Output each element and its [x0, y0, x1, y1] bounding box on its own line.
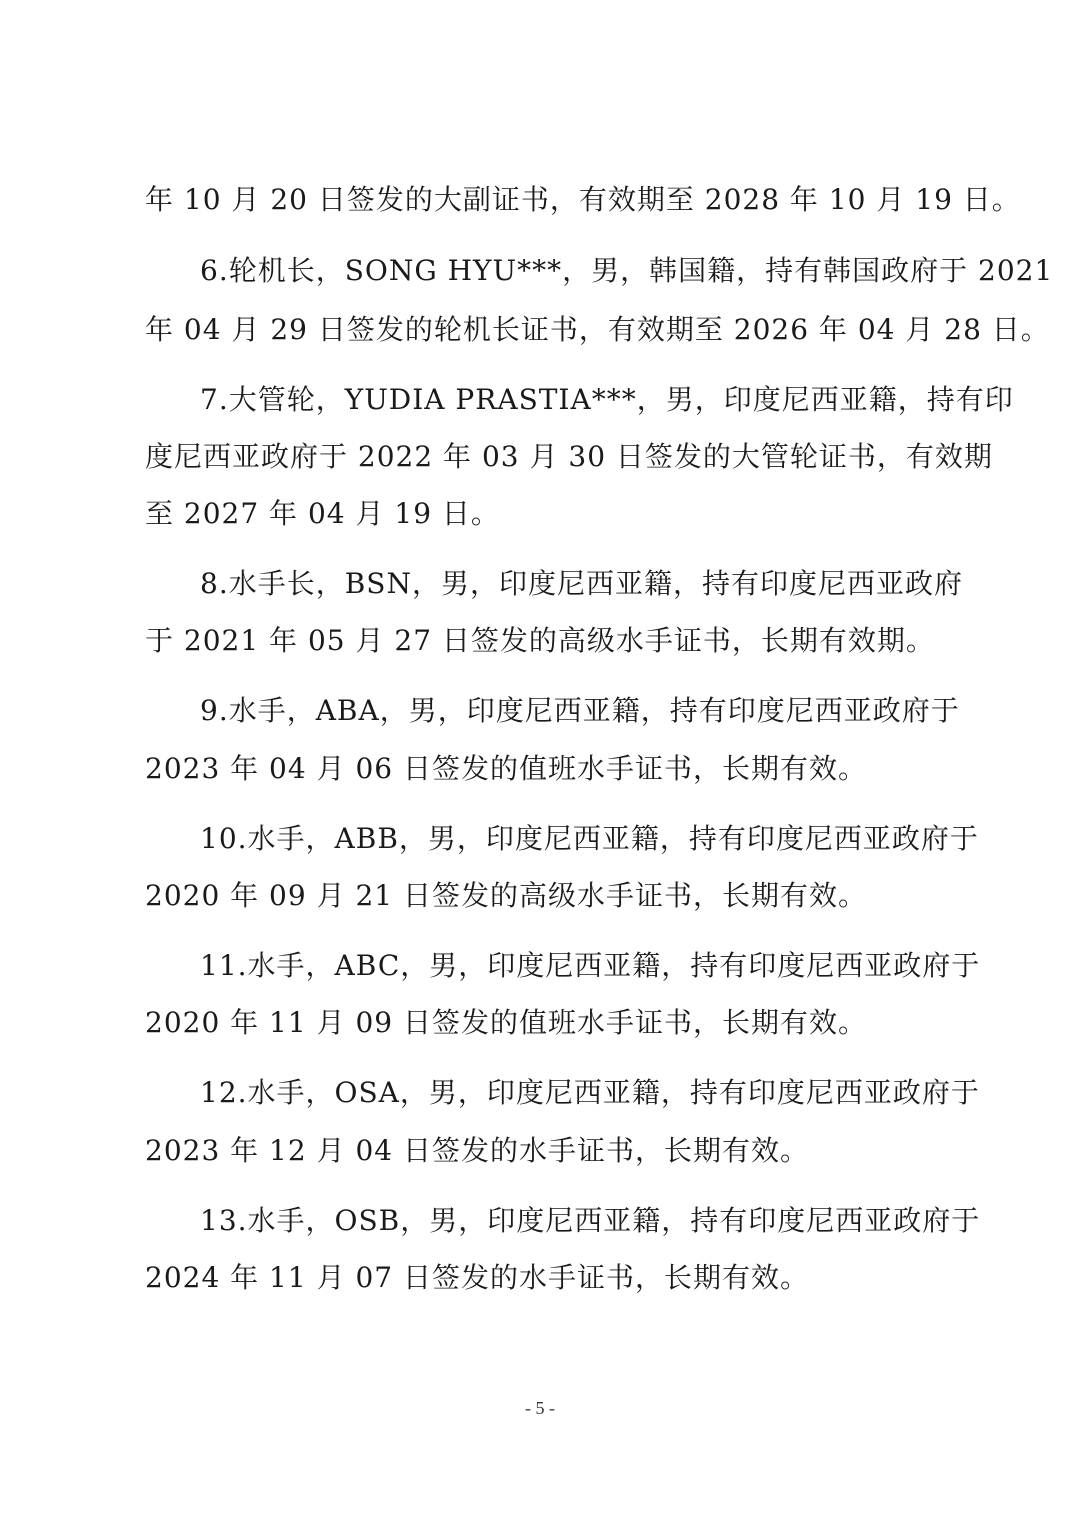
text-line: 至 2027 年 04 月 19 日。 — [145, 497, 500, 530]
page-number: - 5 - — [525, 1398, 555, 1418]
text-line: 2024 年 11 月 07 日签发的水手证书，长期有效。 — [145, 1261, 810, 1294]
text-line: 6.轮机长，SONG HYU***，男，韩国籍，持有韩国政府于 2021 — [200, 254, 1054, 287]
text-line: 年 04 月 29 日签发的轮机长证书，有效期至 2026 年 04 月 28 日。 — [145, 313, 1050, 346]
text-line: 7.大管轮，YUDIA PRASTIA***，男，印度尼西亚籍，持有印 — [200, 383, 1014, 416]
text-line: 9.水手，ABA，男，印度尼西亚籍，持有印度尼西亚政府于 — [200, 694, 960, 727]
text-line: 11.水手，ABC，男，印度尼西亚籍，持有印度尼西亚政府于 — [200, 949, 981, 982]
text-line: 8.水手长，BSN，男，印度尼西亚籍，持有印度尼西亚政府 — [200, 567, 963, 600]
text-line: 度尼西亚政府于 2022 年 03 月 30 日签发的大管轮证书，有效期 — [145, 440, 993, 473]
text-line: 2020 年 09 月 21 日签发的高级水手证书，长期有效。 — [145, 879, 868, 912]
text-line: 于 2021 年 05 月 27 日签发的高级水手证书，长期有效期。 — [145, 624, 935, 657]
text-line: 13.水手，OSB，男，印度尼西亚籍，持有印度尼西亚政府于 — [200, 1204, 981, 1237]
text-line: 12.水手，OSA，男，印度尼西亚籍，持有印度尼西亚政府于 — [200, 1076, 980, 1109]
text-line: 年 10 月 20 日签发的大副证书，有效期至 2028 年 10 月 19 日。 — [145, 183, 1021, 216]
text-line: 2023 年 04 月 06 日签发的值班水手证书，长期有效。 — [145, 752, 868, 785]
text-line: 2023 年 12 月 04 日签发的水手证书，长期有效。 — [145, 1134, 810, 1167]
text-line: 10.水手，ABB，男，印度尼西亚籍，持有印度尼西亚政府于 — [200, 822, 979, 855]
text-line: 2020 年 11 月 09 日签发的值班水手证书，长期有效。 — [145, 1006, 868, 1039]
